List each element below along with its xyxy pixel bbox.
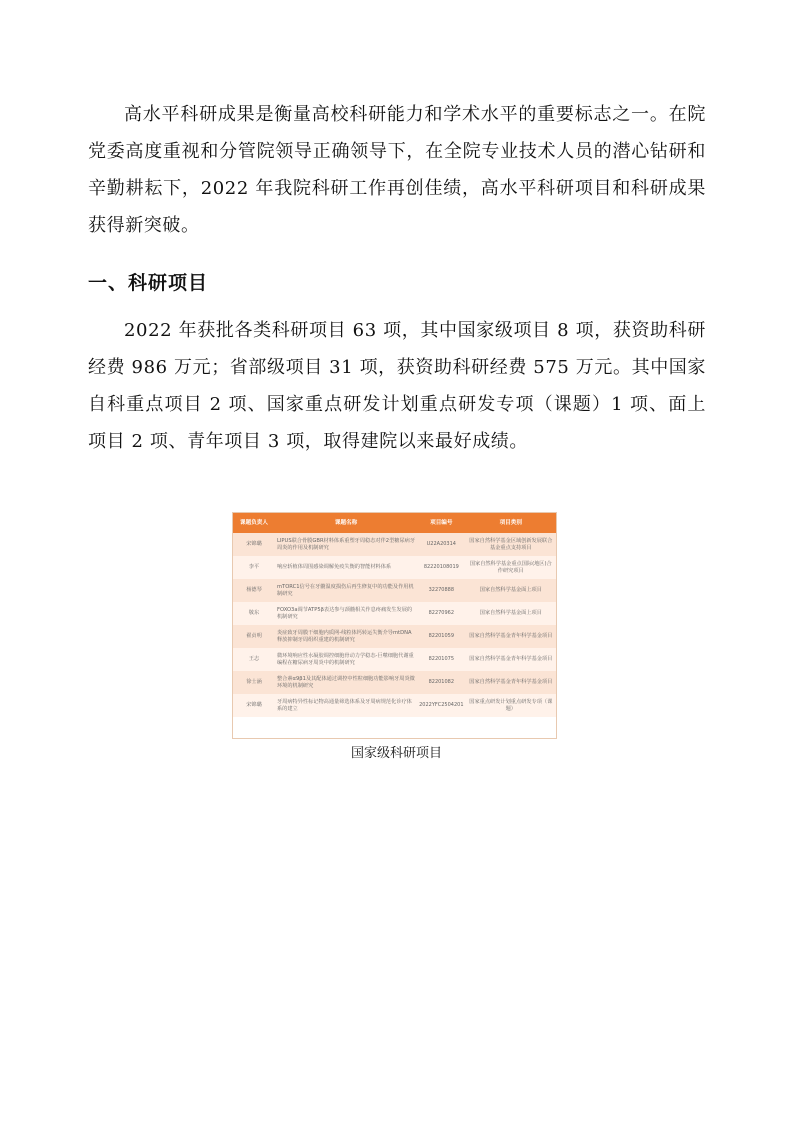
cell-code: 82201082 bbox=[417, 671, 465, 694]
cell-code: 82201075 bbox=[417, 648, 465, 671]
cell-category: 国家自然科学基金青年科学基金项目 bbox=[466, 671, 556, 694]
projects-table bbox=[233, 513, 556, 717]
cell-leader: 李平 bbox=[233, 556, 275, 579]
cell-code: 82220108019 bbox=[417, 556, 465, 579]
cell-title: 响应斩植体周围感染调解免疫失衡的智能材料体系 bbox=[275, 556, 417, 579]
table-row bbox=[233, 671, 556, 694]
cell-title: 牙周病特异性标记物高通量筛选体系及牙周病规范化诊疗体系的建立 bbox=[275, 694, 417, 717]
cell-title: 微环境响应性水凝胶调控细胞骨动力学稳态-巨噬细胞代谢重编程在糖尿病牙周炎中的机制研究 bbox=[275, 648, 417, 671]
cell-title: FOXO3a调节ATP5β表达参与颈髓相关作息疼痛发生发展的机制研究 bbox=[275, 602, 417, 625]
cell-code: 82201059 bbox=[417, 625, 465, 648]
cell-category: 国家重点研发计划重点研发专项（课题） bbox=[466, 694, 556, 717]
cell-leader: 王志 bbox=[233, 648, 275, 671]
header-leader: 课题负责人 bbox=[233, 513, 275, 533]
table-row bbox=[233, 602, 556, 625]
cell-category: 国家自然科学基金区域创新发展联合基金重点支持项目 bbox=[466, 533, 556, 556]
cell-leader: 宋锦璐 bbox=[233, 694, 275, 717]
cell-code: 32270888 bbox=[417, 579, 465, 602]
cell-code: 2022YFC2504201 bbox=[417, 694, 465, 717]
cell-title: 整合素α9β1及其配体通过调控中性粒细胞功能影响牙周炎微环境的机制研究 bbox=[275, 671, 417, 694]
table-row bbox=[233, 579, 556, 602]
section-heading: 一、科研项目 bbox=[88, 272, 209, 294]
projects-table-image bbox=[232, 512, 557, 739]
cell-category: 国家自然科学基金面上项目 bbox=[466, 579, 556, 602]
cell-title: mTORC1信号在牙髓温度损伤后再生修复中的功能及作用机制研究 bbox=[275, 579, 417, 602]
section-paragraph: 2022 年获批各类科研项目 63 项，其中国家级项目 8 项，获资助科研经费 986 万元；省部级项目 31 项，获资助科研经费 575 万元。其中国家自科重点项目 2 项、国家重点研发计划重点研发专项（课题）1 项、面上项目 2 项、青年项目 3 项，取得建院以来最好成绩。 bbox=[88, 320, 706, 452]
table-row bbox=[233, 625, 556, 648]
header-title: 课题名称 bbox=[275, 513, 417, 533]
cell-leader: 杨德琴 bbox=[233, 579, 275, 602]
cell-category: 国家自然科学基金面上项目 bbox=[466, 602, 556, 625]
table-header-row bbox=[233, 513, 556, 533]
cell-category: 国家自然科学基金青年科学基金项目 bbox=[466, 625, 556, 648]
cell-title: LIPUS联合骨膜GBR材料体系重塑牙周稳态对伴2型糖尿病牙周炎的作用及机制研究 bbox=[275, 533, 417, 556]
cell-code: 82270962 bbox=[417, 602, 465, 625]
table-row bbox=[233, 556, 556, 579]
cell-leader: 徐士涵 bbox=[233, 671, 275, 694]
cell-leader: 宋锦璐 bbox=[233, 533, 275, 556]
cell-category: 国家自然科学基金青年科学基金项目 bbox=[466, 648, 556, 671]
table-row bbox=[233, 648, 556, 671]
table-row bbox=[233, 533, 556, 556]
cell-category: 国家自然科学基金重点国际(地区)合作研究项目 bbox=[466, 556, 556, 579]
cell-title: 炎症致牙周膜干细胞内质网-线粒体钙转运失衡介导mtDNA释放抑制牙周组织重建的机制研究 bbox=[275, 625, 417, 648]
header-category: 项目类别 bbox=[466, 513, 556, 533]
intro-paragraph: 高水平科研成果是衡量高校科研能力和学术水平的重要标志之一。在院党委高度重视和分管院领导正确领导下，在全院专业技术人员的潜心钻研和辛勤耕耘下，2022 年我院科研工作再创佳绩，高水平科研项目和科研成果获得新突破。 bbox=[88, 104, 706, 236]
cell-code: U22A20314 bbox=[417, 533, 465, 556]
cell-leader: 翟贞明 bbox=[233, 625, 275, 648]
cell-leader: 敬东 bbox=[233, 602, 275, 625]
table-caption: 国家级科研项目 bbox=[350, 746, 442, 761]
table-row bbox=[233, 694, 556, 717]
header-code: 项目编号 bbox=[417, 513, 465, 533]
